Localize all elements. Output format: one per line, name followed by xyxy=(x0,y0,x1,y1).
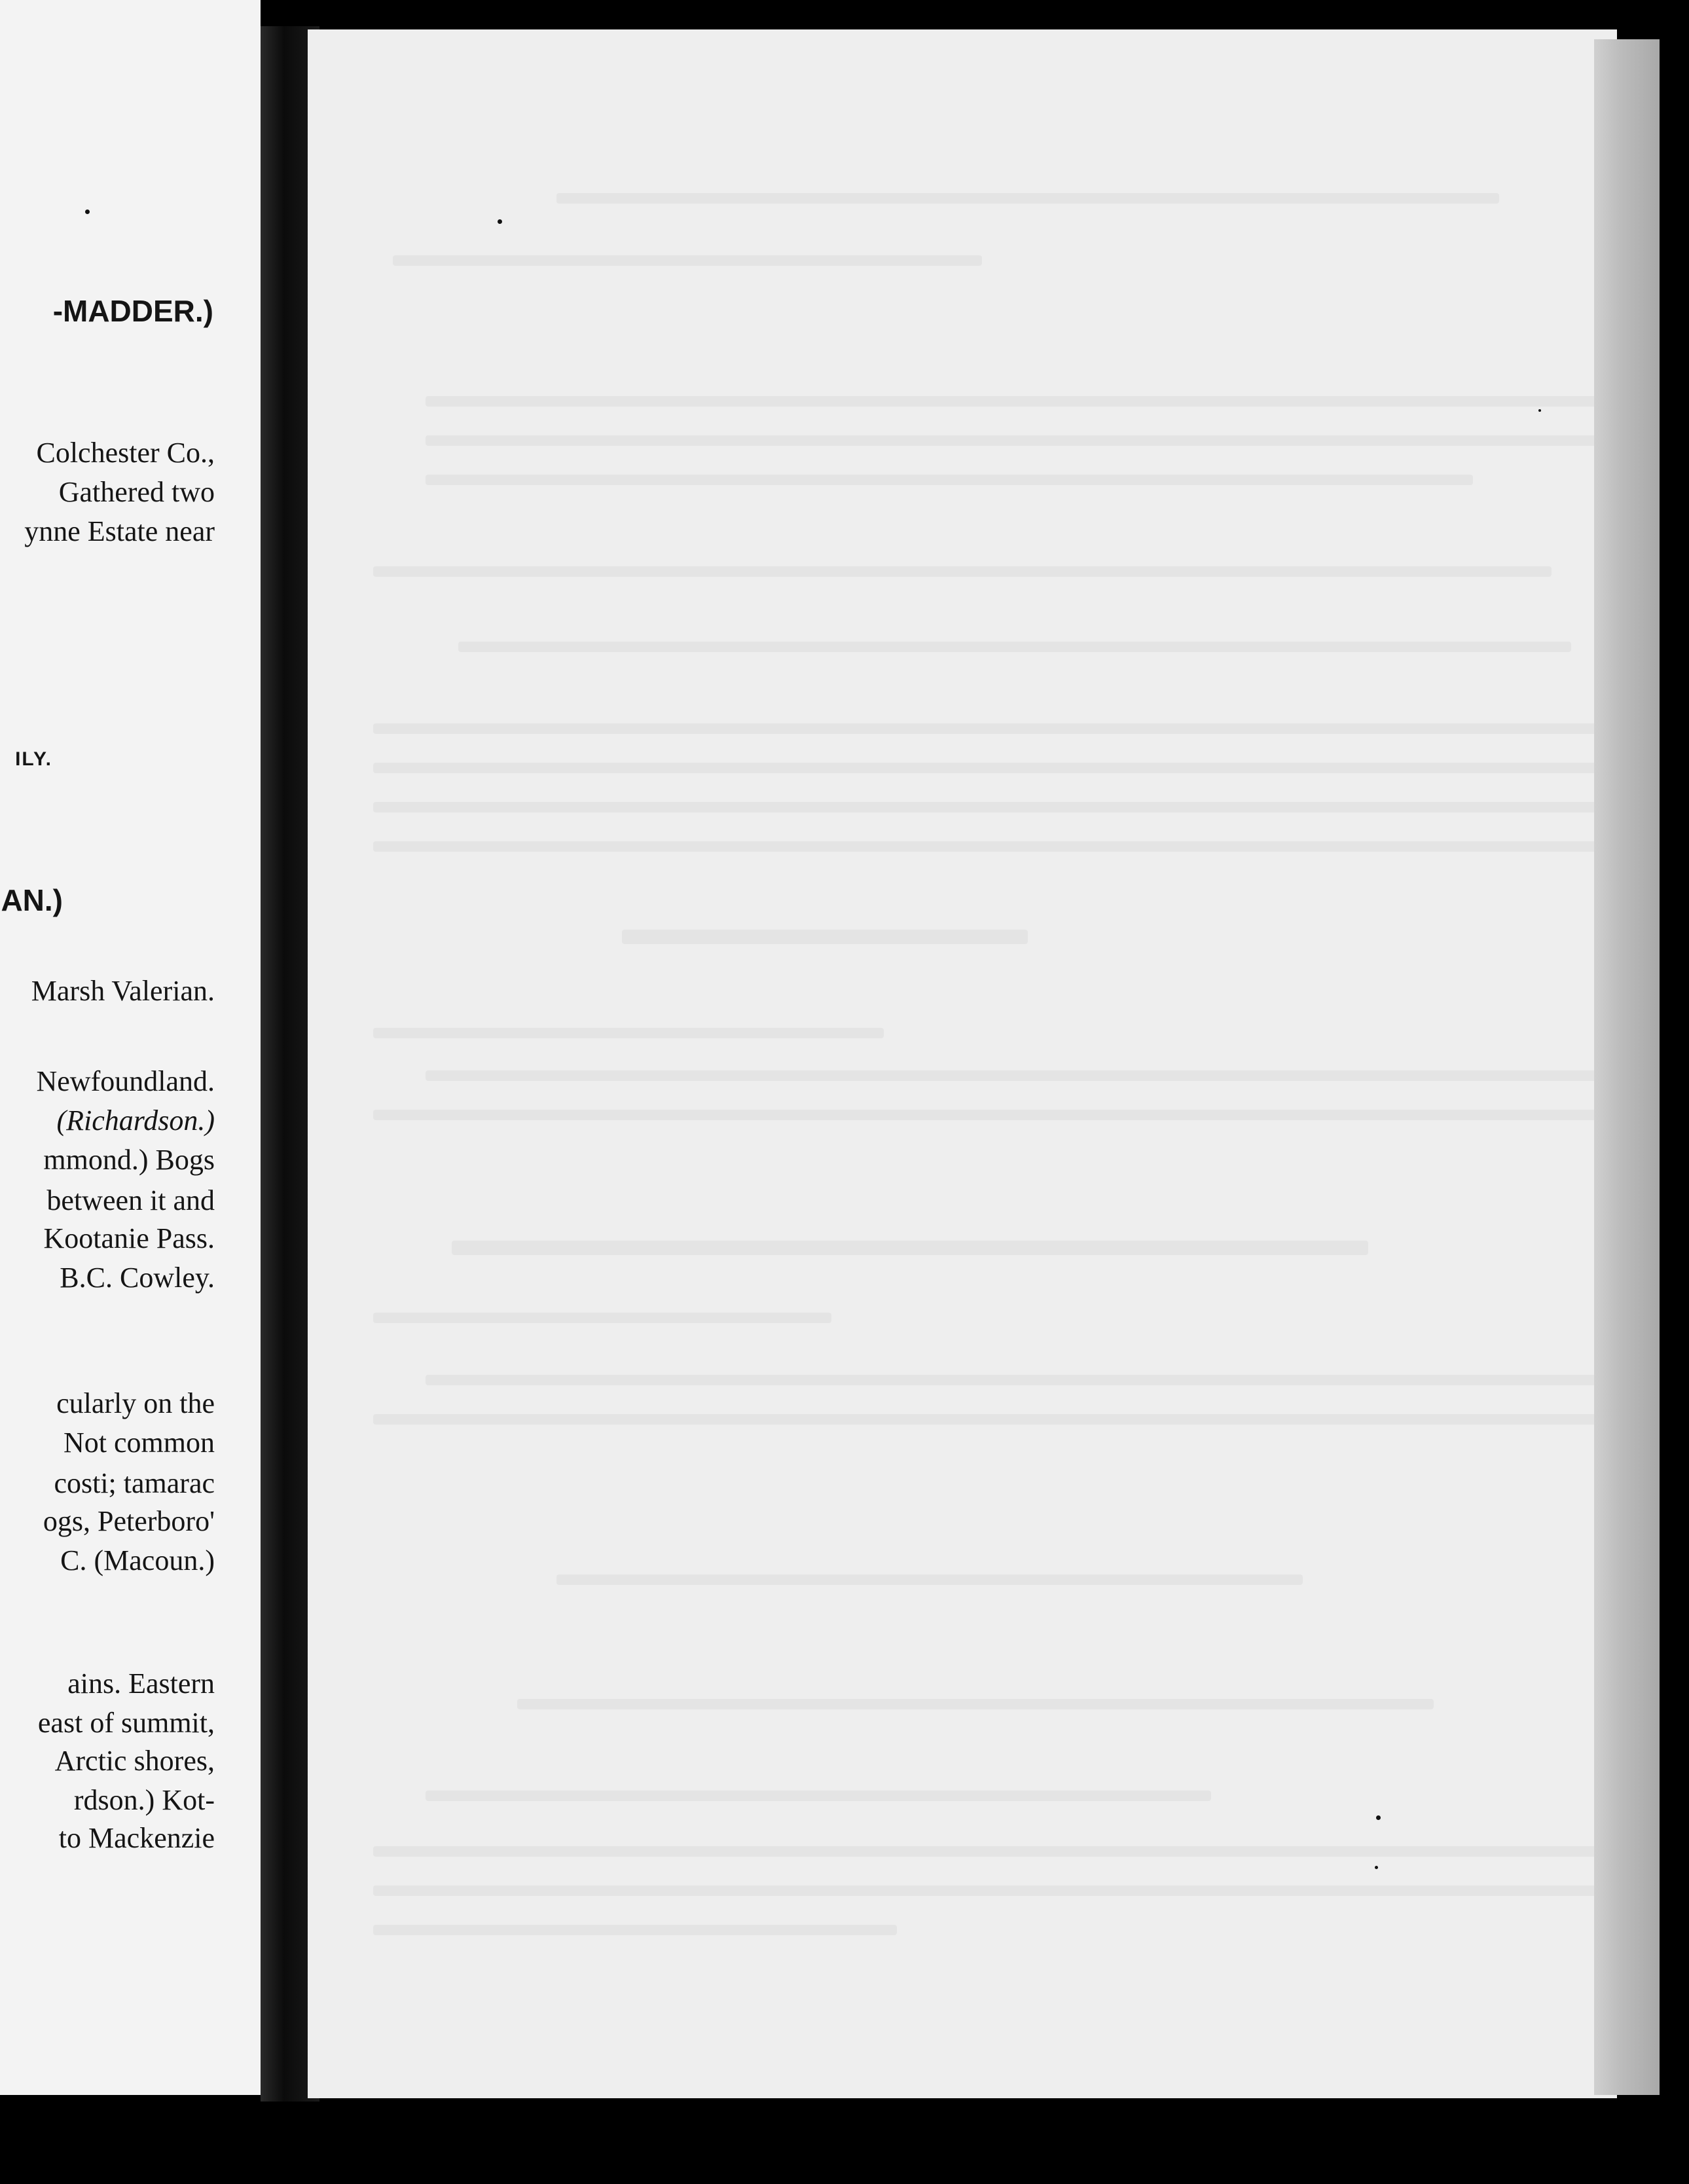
show-through-line xyxy=(517,1699,1434,1709)
text-line: ynne Estate near xyxy=(24,515,215,547)
text-line: C. (Macoun.) xyxy=(60,1544,215,1576)
text-line: rdson.) Kot- xyxy=(73,1784,215,1816)
ink-speck xyxy=(1376,1815,1381,1820)
text-line: B.C. Cowley. xyxy=(60,1262,215,1294)
show-through-line xyxy=(373,1313,831,1323)
text-line: Not common xyxy=(64,1427,215,1459)
show-through-line xyxy=(426,475,1473,485)
text-line: Marsh Valerian. xyxy=(31,975,215,1007)
text-line: Kootanie Pass. xyxy=(43,1222,215,1254)
show-through-line xyxy=(373,1110,1604,1120)
text-line: Newfoundland. xyxy=(36,1065,215,1097)
text-line: mmond.) Bogs xyxy=(43,1144,215,1176)
show-through-line xyxy=(373,1925,897,1935)
text-line: ains. Eastern xyxy=(67,1667,215,1700)
ink-speck xyxy=(1538,409,1541,412)
right-page-blank xyxy=(308,29,1617,2098)
show-through-line xyxy=(426,1375,1604,1385)
show-through-line xyxy=(373,841,1604,852)
family-heading: ILY. xyxy=(15,748,52,770)
show-through-line xyxy=(373,566,1552,577)
page-stack-edge xyxy=(1594,39,1660,2095)
section-heading: AN.) xyxy=(1,883,63,917)
show-through-line xyxy=(556,1574,1303,1585)
show-through-line xyxy=(373,1414,1604,1425)
show-through-line xyxy=(373,1885,1604,1896)
show-through-line xyxy=(393,255,982,266)
ink-speck xyxy=(1375,1866,1378,1869)
ink-speck xyxy=(498,219,502,224)
show-through-line xyxy=(373,763,1604,773)
show-through-line xyxy=(373,723,1604,734)
show-through-line xyxy=(426,1791,1211,1801)
text-line: (Richardson.) xyxy=(56,1104,215,1137)
show-through-line xyxy=(426,435,1604,446)
show-through-line xyxy=(622,930,1028,944)
text-line: Gathered two xyxy=(58,476,215,508)
text-line: east of summit, xyxy=(37,1707,215,1739)
show-through-line xyxy=(373,1028,884,1038)
show-through-line xyxy=(556,193,1499,204)
show-through-line xyxy=(373,802,1604,812)
ink-speck xyxy=(85,209,90,214)
text-line: Colchester Co., xyxy=(36,437,215,469)
show-through-line xyxy=(373,1846,1604,1857)
text-line: between it and xyxy=(46,1184,215,1216)
text-line: costi; tamarac xyxy=(54,1467,215,1499)
text-line: Arctic shores, xyxy=(54,1745,215,1777)
show-through-line xyxy=(426,1070,1604,1081)
left-page xyxy=(0,0,261,2095)
text-line: ogs, Peterboro' xyxy=(43,1505,215,1537)
section-heading: -MADDER.) xyxy=(52,294,213,328)
text-line: to Mackenzie xyxy=(58,1822,215,1854)
text-line: cularly on the xyxy=(56,1387,215,1419)
show-through-line xyxy=(458,642,1571,652)
show-through-line xyxy=(452,1241,1368,1255)
show-through-line xyxy=(426,396,1604,407)
